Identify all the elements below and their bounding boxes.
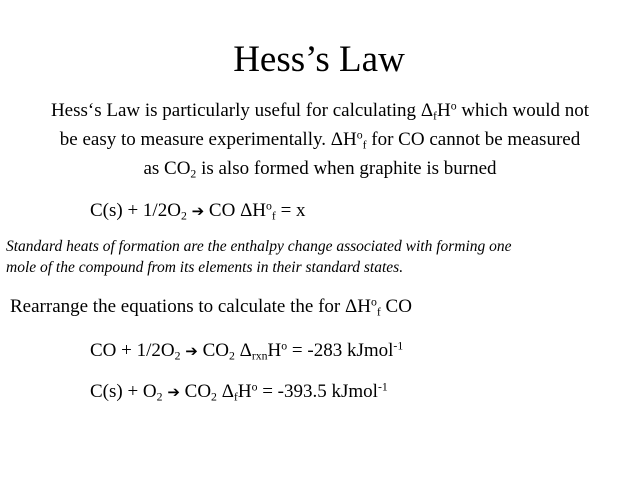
intro-paragraph: [14, 96, 626, 183]
enthalpy-symbol: H: [436, 100, 451, 121]
reaction-arrow-icon: ➔: [167, 383, 180, 401]
subscript-f: f: [233, 390, 238, 404]
intro-line-1: [14, 96, 626, 125]
intro-text: which would not: [456, 100, 590, 121]
reaction-arrow-icon: ➔: [191, 202, 205, 220]
slide-title: Hess’s Law: [233, 39, 405, 80]
equation-formation-co: [90, 198, 306, 224]
unit-exponent: -1: [377, 380, 388, 394]
rearrange-instruction: [10, 294, 412, 320]
subscript-2: 2: [180, 209, 187, 223]
intro-text: be easy to measure experimentally.: [59, 129, 331, 150]
delta-symbol: Δ: [330, 129, 343, 150]
equation-product: CO: [179, 381, 212, 402]
equation-reactants: CO + 1/2O: [90, 340, 175, 361]
equation-product: CO: [204, 200, 241, 221]
instruction-text: CO: [380, 296, 412, 317]
delta-symbol: Δ: [240, 200, 253, 221]
superscript-o: o: [450, 99, 457, 113]
intro-line-3: [14, 154, 626, 183]
superscript-o: o: [251, 380, 258, 394]
enthalpy-symbol: H: [267, 340, 282, 361]
superscript-o: o: [266, 199, 272, 213]
superscript-o: o: [356, 128, 363, 142]
equation-value: = -393.5 kJmol: [257, 381, 378, 402]
reaction-arrow-icon: ➔: [185, 342, 198, 360]
intro-text: is also formed when graphite is burned: [196, 158, 497, 179]
subscript-f: f: [362, 138, 367, 152]
definition-note: [6, 236, 512, 278]
equation-product: CO: [197, 340, 229, 361]
unit-exponent: -1: [393, 339, 404, 353]
equation-reactants: C(s) + 1/2O: [90, 200, 181, 221]
equation-value: = -283 kJmol: [287, 340, 394, 361]
enthalpy-symbol: H: [252, 200, 267, 221]
subscript-2: 2: [211, 390, 217, 404]
equation-graphite-combustion: [90, 379, 388, 405]
subscript-2: 2: [174, 349, 181, 363]
subscript-2: 2: [228, 349, 235, 363]
subscript-rxn: rxn: [251, 349, 268, 363]
note-line-2: mole of the compound from its elements in their standard states.: [6, 259, 404, 276]
delta-symbol: Δ: [420, 100, 434, 121]
note-line-1: Standard heats of formation are the enthalpy change associated with forming one: [6, 238, 512, 255]
enthalpy-symbol: H: [237, 381, 252, 402]
intro-line-2: [14, 125, 626, 154]
enthalpy-symbol: H: [342, 129, 357, 150]
intro-text: for CO cannot be measured: [366, 129, 581, 150]
delta-symbol: Δ: [216, 381, 234, 402]
subscript-f: f: [271, 209, 276, 223]
superscript-o: o: [370, 295, 377, 309]
superscript-o: o: [281, 339, 288, 353]
intro-text: as CO: [143, 158, 191, 179]
subscript-f: f: [433, 109, 437, 123]
equation-value: = x: [275, 200, 306, 221]
enthalpy-symbol: H: [357, 296, 371, 317]
intro-text: Hess‘s Law is particularly useful for calculating: [50, 100, 421, 121]
subscript-f: f: [376, 305, 381, 319]
delta-symbol: Δ: [345, 296, 358, 317]
subscript-2: 2: [190, 167, 197, 181]
instruction-text: Rearrange the equations to calculate the for: [10, 296, 345, 317]
delta-symbol: Δ: [234, 340, 252, 361]
subscript-2: 2: [156, 390, 163, 404]
equation-co-combustion: [90, 338, 403, 364]
equation-reactants: C(s) + O: [90, 381, 157, 402]
